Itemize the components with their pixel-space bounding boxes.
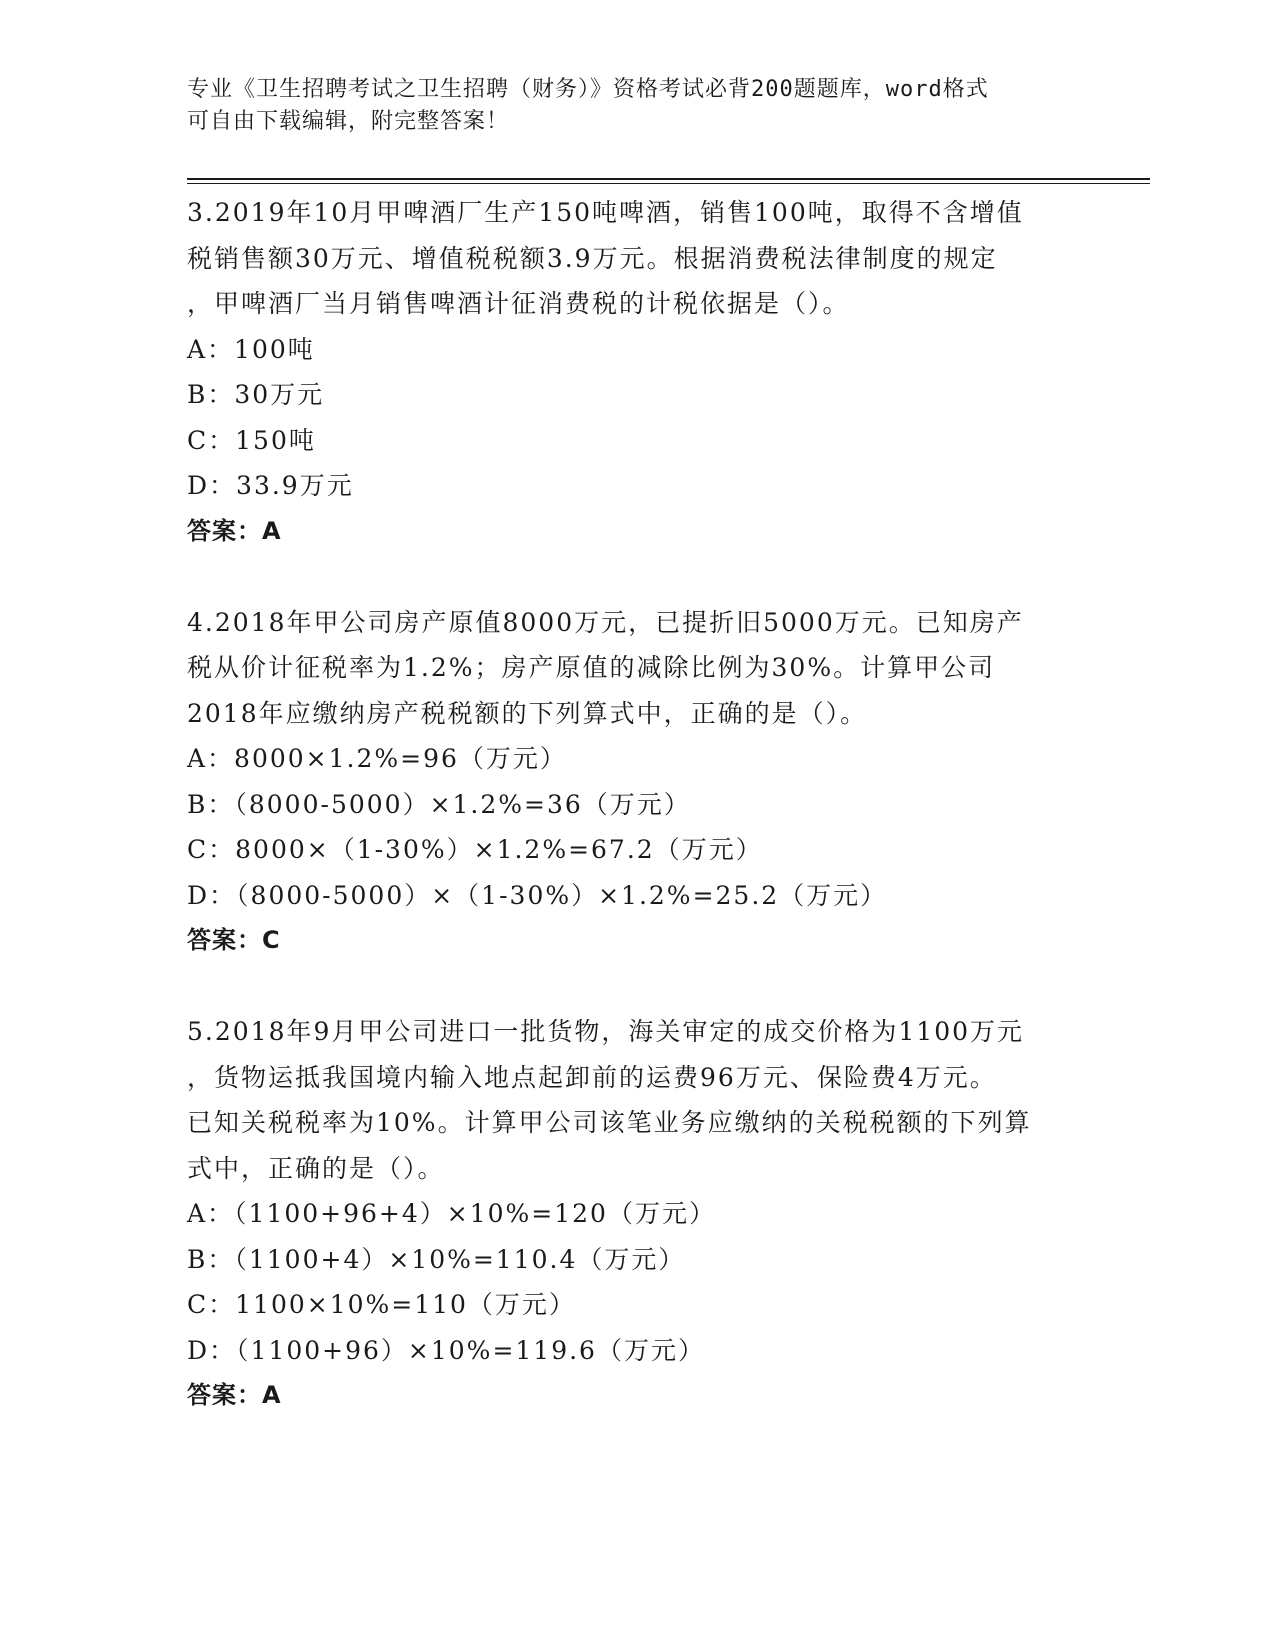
header-divider-thick [187, 178, 1150, 180]
question-list [187, 190, 1087, 1419]
option-c: C：1100×10%=110（万元） [187, 1290, 576, 1319]
option-b: B：30万元 [187, 380, 325, 409]
question-text-line: 式中，正确的是（）。 [187, 1153, 445, 1183]
question-text-line: ，货物运抵我国境内输入地点起卸前的运费96万元、保险费4万元。 [187, 1062, 997, 1092]
question-text-line: 5.2018年9月甲公司进口一批货物，海关审定的成交价格为1100万元 [187, 1017, 1025, 1046]
option-a: A：（1100+96+4）×10%=120（万元） [187, 1199, 716, 1228]
question-spacer [187, 554, 1087, 600]
question-3 [187, 190, 1087, 554]
option-c: C：8000×（1-30%）×1.2%=67.2（万元） [187, 835, 763, 864]
option-d: D：（1100+96）×10%=119.6（万元） [187, 1335, 705, 1365]
document-header [187, 74, 1087, 138]
option-d: D：33.9万元 [187, 471, 354, 500]
question-text-line: 4.2018年甲公司房产原值8000万元，已提折旧5000万元。已知房产 [187, 607, 1024, 637]
option-c: C：150吨 [187, 425, 316, 455]
question-5 [187, 1009, 1087, 1419]
option-b: B：（8000-5000）×1.2%=36（万元） [187, 789, 691, 819]
question-text-line: 已知关税税率为10%。计算甲公司该笔业务应缴纳的关税税额的下列算 [187, 1108, 1032, 1137]
option-a: A：8000×1.2%=96（万元） [187, 744, 567, 773]
answer-label: 答案：A [187, 516, 282, 545]
header-line-2: 可自由下载编辑，附完整答案！ [187, 109, 510, 134]
option-a: A：100吨 [187, 334, 315, 364]
header-line-1: 专业《卫生招聘考试之卫生招聘（财务）》资格考试必背200题题库，word格式 [187, 77, 989, 102]
header-divider-thin [187, 183, 1150, 184]
question-text-line: 税销售额30万元、增值税税额3.9万元。根据消费税法律制度的规定 [187, 243, 998, 273]
question-text-line: ，甲啤酒厂当月销售啤酒计征消费税的计税依据是（）。 [187, 289, 850, 318]
option-d: D：（8000-5000）×（1-30%）×1.2%=25.2（万元） [187, 880, 888, 910]
question-4 [187, 600, 1087, 964]
option-b: B：（1100+4）×10%=110.4（万元） [187, 1244, 686, 1274]
answer-label: 答案：C [187, 926, 281, 954]
question-text-line: 税从价计征税率为1.2%；房产原值的减除比例为30%。计算甲公司 [187, 653, 996, 682]
answer-label: 答案：A [187, 1381, 282, 1409]
question-spacer [187, 964, 1087, 1010]
question-text-line: 3.2019年10月甲啤酒厂生产150吨啤酒，销售100吨，取得不含增值 [187, 198, 1024, 227]
question-text-line: 2018年应缴纳房产税税额的下列算式中，正确的是（）。 [187, 698, 868, 728]
